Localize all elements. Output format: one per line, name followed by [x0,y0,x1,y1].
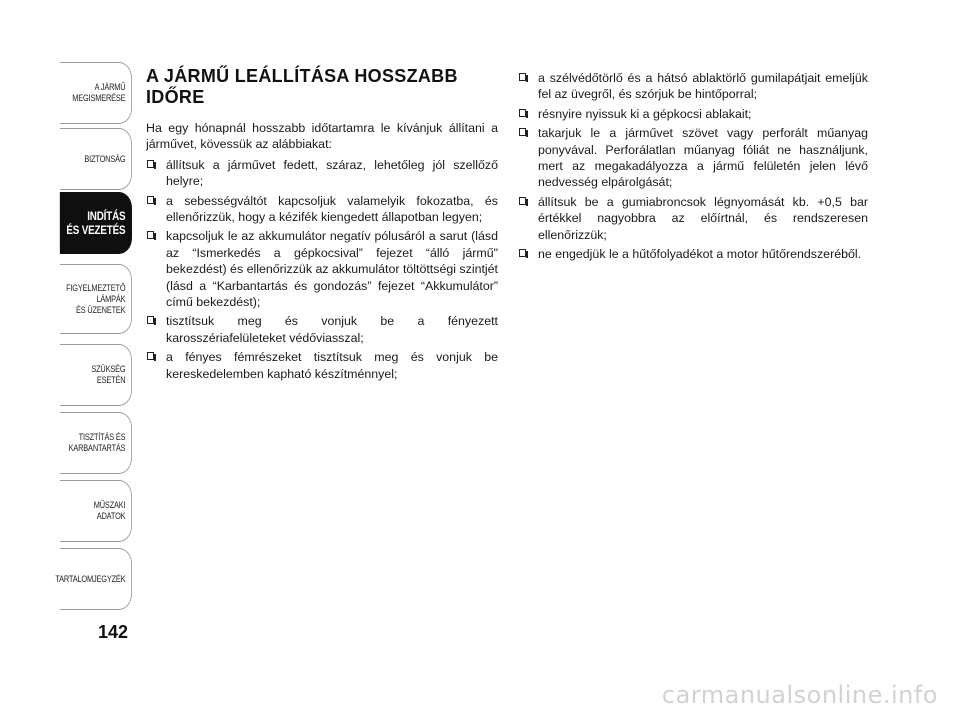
bullet-text: takarjuk le a járművet szövet vagy perforált műanyag ponyvával. Perforálatlan műanyag fóliát ne használjunk, mert az megakadályozza a jármű felületén jelen lévő nedvesség elpárolgását; [538,126,868,190]
checkbox-bullet-icon [147,231,154,239]
bullet-item [518,194,868,243]
right-column [518,70,868,265]
bullet-item [146,313,498,346]
bullet-text: ne engedjük le a hűtőfolyadékot a motor hűtőrendszeréből. [538,247,862,262]
checkbox-bullet-icon [519,128,526,136]
chapter-tab-label: BIZTONSÁG [84,153,126,164]
checkbox-bullet-icon [147,316,154,324]
chapter-tab-label: INDÍTÁS [87,209,126,223]
left-bullet-list [146,157,498,382]
right-bullet-list [518,70,868,262]
bullet-text: résnyire nyissuk ki a gépkocsi ablakait; [538,106,752,121]
bullet-text: a sebességváltót kapcsoljuk valamelyik fokozatba, és ellenőrizzük, hogy a kézifék kiengedett állapotban legyen; [166,193,498,225]
chapter-tab[interactable] [60,480,132,542]
watermark: carmanualsonline.info [661,681,938,709]
bullet-text: állítsuk be a gumiabroncsok légnyomását kb. +0,5 bar értékkel nagyobbra az előírtnál, és rendszeresen ellenőrizzük; [538,194,868,242]
chapter-tab[interactable] [60,62,132,124]
bullet-item [146,193,498,226]
bullet-item [146,228,498,310]
bullet-text: tisztítsuk meg és vonjuk be a fényezett karosszériafelületeket védőviasszal; [166,314,498,345]
chapter-tab[interactable] [60,344,132,406]
chapter-tab[interactable] [60,128,132,190]
bullet-item [518,246,868,262]
checkbox-bullet-icon [519,73,526,81]
chapter-tab-label: ADATOK [96,511,126,521]
left-column [146,66,498,385]
chapter-tab[interactable] [55,548,132,610]
chapter-tab-label: SZÜKSÉG [91,364,126,374]
chapter-tab-label: FIGYELMEZTETŐ [66,282,126,293]
bullet-text: a fényes fémrészeket tisztítsuk meg és vonjuk be kereskedelemben kapható készítménnyel; [166,350,498,381]
chapter-tab[interactable] [60,192,132,254]
bullet-item [146,349,498,382]
page-title: A JÁRMŰ LEÁLLÍTÁSA HOSSZABB IDŐRE [146,66,458,107]
chapter-tab-label: ÉS VEZETÉS [66,223,126,237]
chapter-tab-label: LÁMPÁK [96,293,126,304]
checkbox-bullet-icon [519,249,526,257]
chapter-tab-label: TISZTÍTÁS ÉS [78,432,126,442]
bullet-item [518,125,868,191]
chapter-tab-label: KARBANTARTÁS [68,443,126,453]
bullet-text: kapcsoljuk le az akkumulátor negatív pólusáról a sarut (lásd az “Ismerkedés a gépkocsival” fejezet “álló jármű" bekezdést) és ellenőrizzük az akkumulátor töltöttségi szintjét (lásd a “Karbantartás és gondozás” fejezet “Akkumulátor” című bekezdést); [166,229,498,310]
bullet-item [518,106,868,122]
chapter-tab-label: A JÁRMŰ [94,82,126,92]
checkbox-bullet-icon [147,160,154,168]
checkbox-bullet-icon [147,196,154,204]
chapter-tab-label: ESETÉN [96,375,126,385]
checkbox-bullet-icon [519,197,526,205]
chapter-tab-label: ÉS ÜZENETEK [75,304,126,315]
bullet-item [518,70,868,103]
bullet-item [146,157,498,190]
page-number: 142 [98,622,129,642]
checkbox-bullet-icon [147,352,154,360]
bullet-text: állítsuk a járművet fedett, száraz, lehetőleg jól szellőző helyre; [166,157,498,189]
chapter-tab-label: MŰSZAKI [93,500,126,510]
chapter-tab[interactable] [60,264,132,334]
chapter-tab-label: TARTALOMJEGYZÉK [55,573,126,584]
intro-paragraph: Ha egy hónapnál hosszabb időtartamra le kívánjuk állítani a járművet, kövessük az alábbiakat: [146,121,498,152]
checkbox-bullet-icon [519,109,526,117]
chapter-tab-label: MEGISMERÉSE [72,93,126,103]
chapter-tab[interactable] [60,412,132,474]
bullet-text: a szélvédőtörlő és a hátsó ablaktörlő gumilapátjait emeljük fel az üvegről, és szórjuk be hintőporral; [538,71,868,102]
